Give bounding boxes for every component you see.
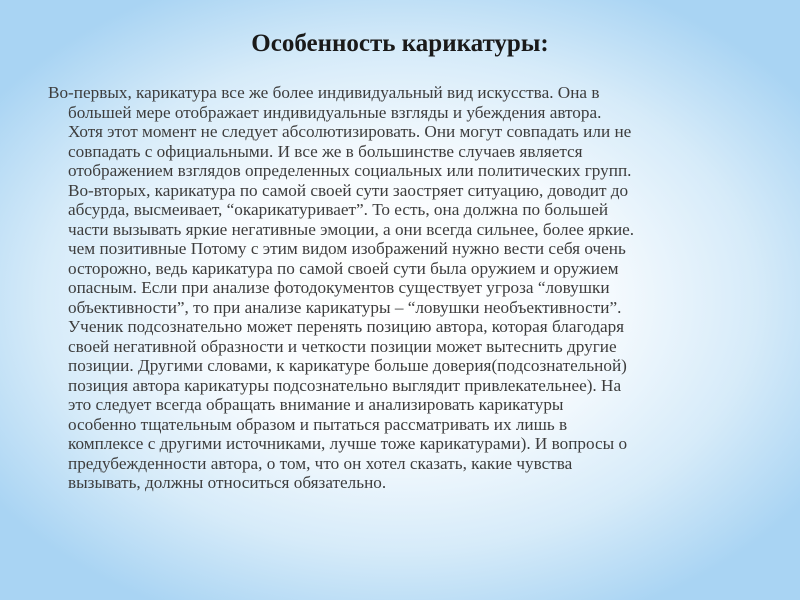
- body-line: позиция автора карикатуры подсознательно выглядит привлекательнее). На: [68, 375, 622, 395]
- slide-title: Особенность карикатуры:: [251, 30, 549, 57]
- body-line: комплексе с другими источниками, лучше тоже карикатурами). И вопросы о: [68, 434, 628, 453]
- body-line: опасным. Если при анализе фотодокументов существует угроза “ловушки: [68, 278, 610, 297]
- body-line: части вызывать яркие негативные эмоции, а они всегда сильнее, более яркие.: [68, 219, 635, 239]
- body-line: чем позитивные Потому с этим видом изображений нужно вести себя очень: [68, 239, 626, 258]
- body-line: Во-первых, карикатура все же более индивидуальный вид искусства. Она в: [48, 83, 600, 102]
- body-line: Ученик подсознательно может перенять позицию автора, которая благодаря: [68, 317, 625, 336]
- body-line: большей мере отображает индивидуальные взгляды и убеждения автора.: [68, 102, 602, 122]
- body-line: Во-вторых, карикатура по самой своей сути заостряет ситуацию, доводит до: [68, 180, 629, 200]
- body-line: это следует всегда обращать внимание и анализировать карикатуры: [68, 395, 564, 414]
- body-line: объективности”, то при анализе карикатуры – “ловушки необъективности”.: [68, 297, 622, 317]
- body-line: своей негативной образности и четкости позиции может вытеснить другие: [68, 336, 617, 356]
- body-line: позиции. Другими словами, к карикатуре больше доверия(подсознательной): [68, 356, 627, 375]
- body-line: осторожно, ведь карикатура по самой своей сути была оружием и оружием: [68, 258, 619, 278]
- body-line: совпадать с официальными. И все же в большинстве случаев является: [68, 141, 583, 161]
- slide-body-text: [48, 83, 768, 493]
- body-line: Хотя этот момент не следует абсолютизировать. Они могут совпадать или не: [68, 122, 632, 141]
- body-line: особенно тщательным образом и пытаться рассматривать их лишь в: [68, 414, 568, 434]
- body-line: отображением взглядов определенных социальных или политических групп.: [68, 161, 632, 180]
- body-line: предубежденности автора, о том, что он хотел сказать, какие чувства: [68, 453, 573, 473]
- body-line: вызывать, должны относиться обязательно.: [68, 473, 387, 492]
- body-line: абсурда, высмеивает, “окарикатуривает”. То есть, она должна по большей: [68, 200, 609, 219]
